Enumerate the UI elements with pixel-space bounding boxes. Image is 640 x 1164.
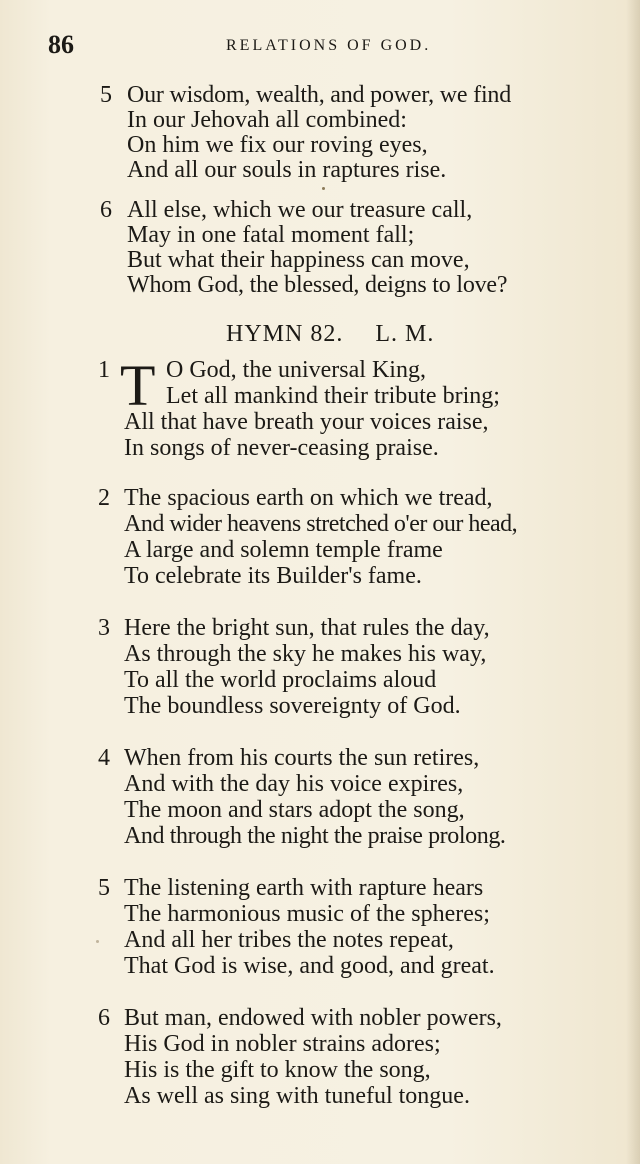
stanza-line: As through the sky he makes his way,	[124, 641, 487, 667]
stanza-line: All that have breath your voices raise,	[124, 409, 489, 435]
stanza-line: As well as sing with tuneful tongue.	[124, 1083, 470, 1109]
hymn-meter: L. M.	[375, 321, 435, 347]
stanza-line: And with the day his voice expires,	[124, 771, 464, 797]
stanza-line: But what their happiness can move,	[127, 247, 470, 273]
stanza-line: O God, the universal King,	[166, 357, 426, 383]
stanza-line: May in one fatal moment fall;	[127, 222, 415, 248]
stanza-number: 5	[100, 82, 112, 108]
hymn-number: HYMN 82.	[226, 321, 344, 347]
stanza-line: On him we fix our roving eyes,	[127, 132, 428, 158]
stanza-number: 6	[100, 197, 112, 223]
stanza-line: The spacious earth on which we tread,	[124, 485, 493, 511]
stanza-line: Our wisdom, wealth, and power, we find	[127, 82, 512, 108]
stanza-number: 4	[98, 745, 110, 771]
page-number: 86	[48, 30, 74, 59]
page-edge-shadow	[626, 0, 640, 1164]
stanza-line: Let all mankind their tribute bring;	[166, 383, 500, 409]
stanza-number: 5	[98, 875, 110, 901]
stanza-line: The boundless sovereignty of God.	[124, 693, 461, 719]
stanza-number: 6	[98, 1005, 110, 1031]
stanza-line: But man, endowed with nobler powers,	[124, 1005, 502, 1031]
drop-cap: T	[120, 353, 156, 418]
stanza-line: A large and solemn temple frame	[124, 537, 443, 563]
stanza-number: 1	[98, 357, 110, 383]
stanza-line: To celebrate its Builder's fame.	[124, 563, 422, 589]
running-head: RELATIONS OF GOD.	[226, 37, 432, 54]
stanza-line: Here the bright sun, that rules the day,	[124, 615, 490, 641]
stanza-number: 3	[98, 615, 110, 641]
stanza-line: And wider heavens stretched o'er our head,	[124, 511, 518, 537]
stanza-line: When from his courts the sun retires,	[124, 745, 480, 771]
stanza-line: His is the gift to know the song,	[124, 1057, 431, 1083]
stanza-line: That God is wise, and good, and great.	[124, 953, 495, 979]
stanza-line: Whom God, the blessed, deigns to love?	[127, 272, 508, 298]
paper-speck	[322, 187, 325, 190]
hymn-title	[226, 320, 434, 348]
stanza-line: The moon and stars adopt the song,	[124, 797, 465, 823]
stanza-line: To all the world proclaims aloud	[124, 667, 437, 693]
stanza-line: And all her tribes the notes repeat,	[124, 927, 454, 953]
stanza-line: All else, which we our treasure call,	[127, 197, 473, 223]
stanza-number: 2	[98, 485, 110, 511]
stanza-line: And through the night the praise prolong.	[124, 823, 506, 849]
stanza-line: His God in nobler strains adores;	[124, 1031, 441, 1057]
stanza-line: In songs of never-ceasing praise.	[124, 435, 439, 461]
paper-speck	[96, 940, 99, 943]
stanza-line: The listening earth with rapture hears	[124, 875, 484, 901]
stanza-line: The harmonious music of the spheres;	[124, 901, 490, 927]
stanza-line: In our Jehovah all combined:	[127, 107, 407, 133]
stanza-line: And all our souls in raptures rise.	[127, 157, 447, 183]
